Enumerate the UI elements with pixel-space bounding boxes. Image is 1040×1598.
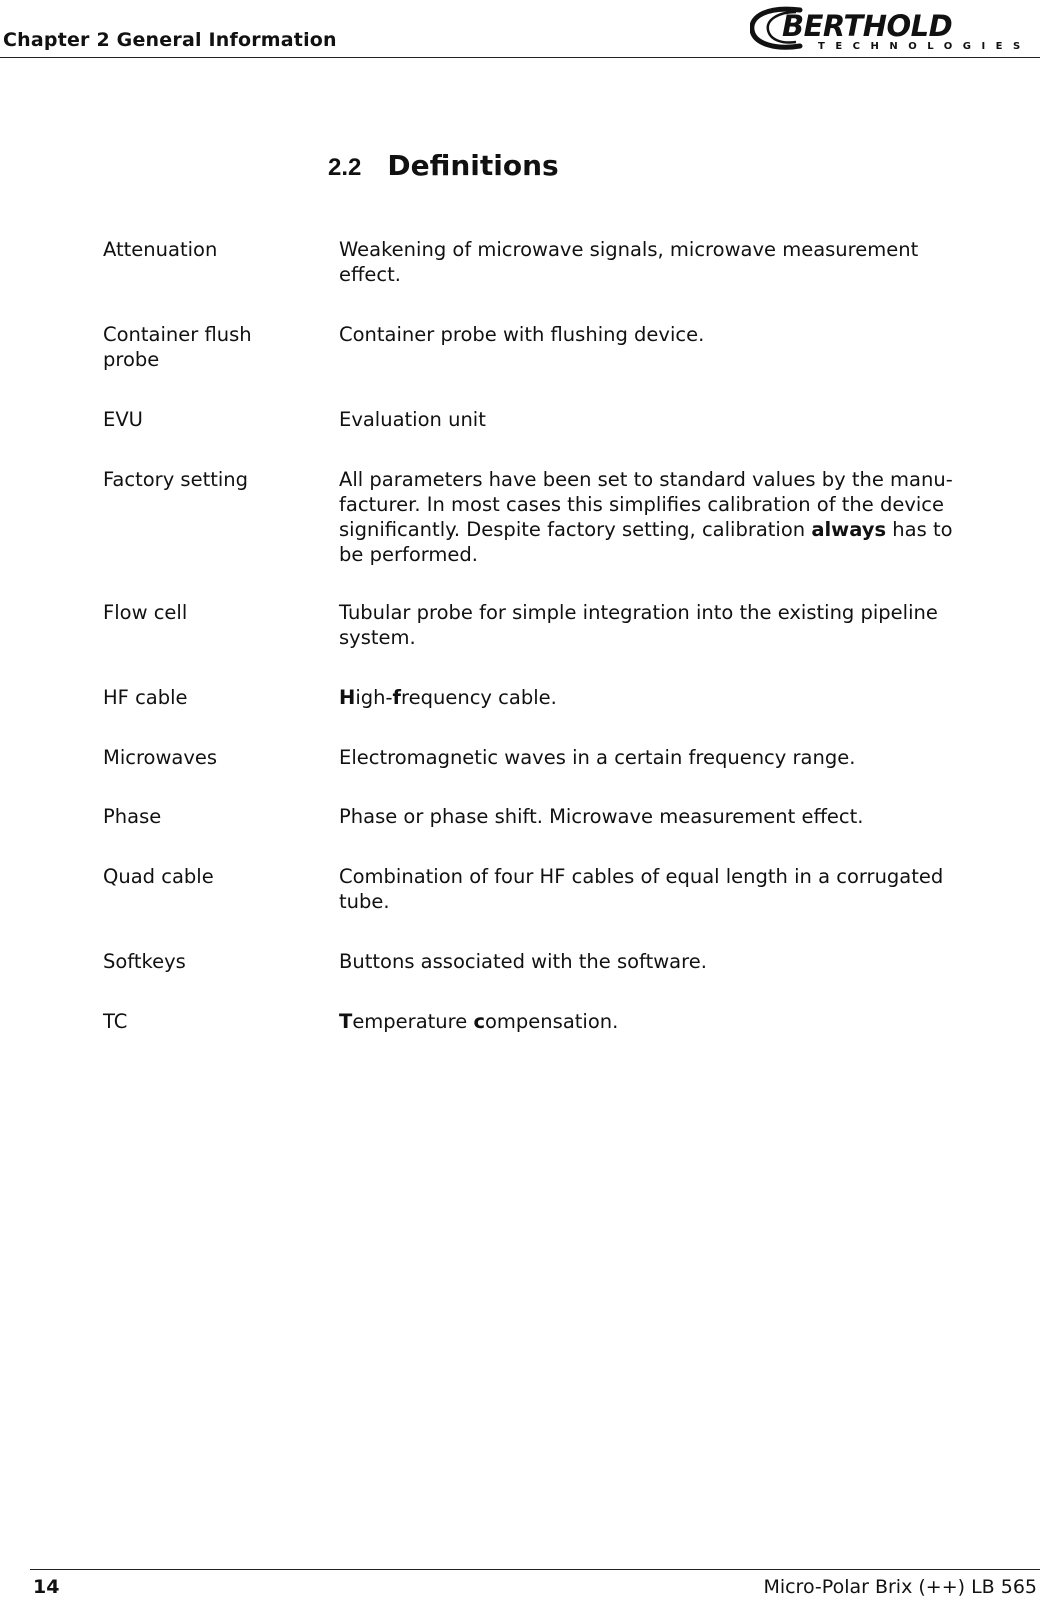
header-rule — [0, 57, 1040, 58]
definition-description: Phase or phase shift. Microwave measurement effect. — [339, 805, 864, 828]
definition-term: TC — [103, 1010, 128, 1033]
logo-text-main: BERTHOLD — [782, 9, 953, 43]
definition-description: Container probe with flushing device. — [339, 323, 705, 346]
section-heading — [328, 149, 559, 182]
logo-text-sub: TECHNOLOGIES — [818, 41, 1031, 52]
page-number: 14 — [33, 1576, 60, 1598]
definition-description: All parameters have been set to standard values by the manu- facturer. In most cases this simplifies calibration of the device significantly. Despite factory setting, calibration always has to be performed. — [339, 468, 953, 566]
definition-term: Quad cable — [103, 865, 214, 888]
section-title: Definitions — [387, 149, 559, 182]
definition-description: High-frequency cable. — [339, 686, 557, 709]
definition-term: Microwaves — [103, 746, 218, 769]
definition-term: Flow cell — [103, 601, 188, 624]
definition-description: Electromagnetic waves in a certain frequency range. — [339, 746, 856, 769]
definition-description: Temperature compensation. — [339, 1010, 619, 1033]
product-name: Micro-Polar Brix (++) LB 565 — [763, 1576, 1037, 1598]
definition-description: Combination of four HF cables of equal length in a corrugated tube. — [339, 865, 944, 913]
definition-term: Attenuation — [103, 238, 218, 261]
chapter-title: Chapter 2 General Information — [3, 29, 337, 51]
definition-description: Tubular probe for simple integration into the existing pipeline system. — [339, 601, 938, 649]
definition-term: Container flush probe — [103, 323, 252, 371]
definition-description: Weakening of microwave signals, microwave measurement effect. — [339, 238, 919, 286]
section-number: 2.2 — [328, 154, 362, 181]
definition-description: Evaluation unit — [339, 408, 486, 431]
definition-term: Softkeys — [103, 950, 186, 973]
definition-term: HF cable — [103, 686, 188, 709]
definition-term: Factory setting — [103, 468, 249, 491]
definition-term: Phase — [103, 805, 162, 828]
berthold-technologies-logo — [750, 2, 1040, 54]
footer-rule — [30, 1569, 1040, 1570]
definition-description: Buttons associated with the software. — [339, 950, 707, 973]
definition-term: EVU — [103, 408, 143, 431]
